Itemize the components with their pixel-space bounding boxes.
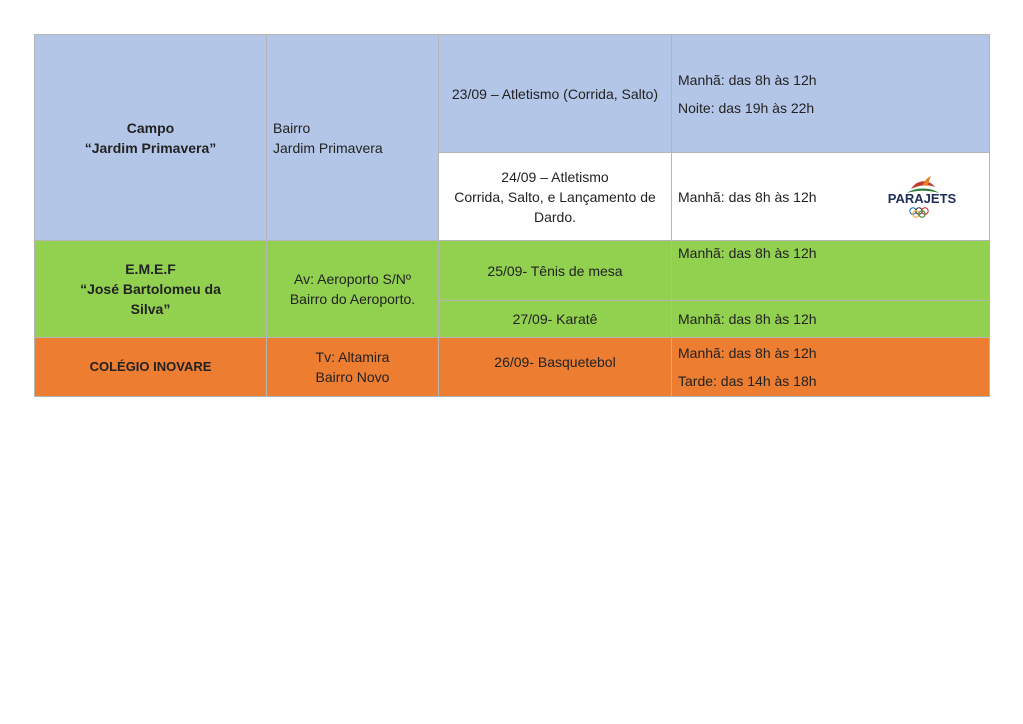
event-text: 26/09- Basquetebol	[494, 354, 616, 370]
event-text: 24/09 – Atletismo	[501, 168, 609, 185]
hours-text: Tarde: das 14h às 18h	[678, 373, 817, 389]
venue-cell	[35, 241, 267, 338]
venue-name: COLÉGIO INOVARE	[89, 359, 212, 374]
table-row	[35, 35, 990, 153]
venue-name: E.M.E.F	[125, 261, 176, 277]
venue-name: “Jardim Primavera”	[84, 139, 217, 156]
hours-cell	[672, 338, 990, 397]
table-row	[35, 338, 990, 397]
event-text: Dardo.	[533, 208, 577, 225]
venue-name: Silva”	[130, 301, 171, 317]
hours-cell	[672, 241, 990, 301]
logo-text: PARAJETS	[887, 191, 957, 206]
event-schedule-table	[34, 34, 990, 397]
address-cell	[267, 241, 439, 338]
address-cell	[267, 35, 439, 241]
hours-text: Manhã: das 8h às 12h	[678, 245, 817, 261]
address-line: Tv: Altamira	[315, 349, 390, 365]
hours-text: Manhã: das 8h às 12h	[678, 311, 817, 327]
event-text: 23/09 – Atletismo (Corrida, Salto)	[451, 85, 659, 102]
hours-cell	[672, 153, 990, 241]
event-text: 27/09- Karatê	[512, 311, 598, 327]
address-line: Bairro do Aeroporto.	[289, 291, 416, 307]
hours-text: Manhã: das 8h às 12h	[678, 188, 817, 205]
event-cell	[439, 338, 672, 397]
hours-text: Noite: das 19h às 22h	[678, 99, 815, 116]
venue-name: “José Bartolomeu da	[80, 281, 221, 297]
address-line: Bairro	[273, 119, 311, 136]
address-line: Jardim Primavera	[273, 139, 383, 156]
address-line: Av: Aeroporto S/Nº	[294, 271, 411, 287]
event-cell	[439, 35, 672, 153]
venue-cell	[35, 338, 267, 397]
event-cell	[439, 241, 672, 301]
event-text: Corrida, Salto, e Lançamento de	[454, 188, 656, 205]
hours-cell	[672, 35, 990, 153]
hours-text: Manhã: das 8h às 12h	[678, 71, 817, 88]
table-row	[35, 241, 990, 301]
venue-name: Campo	[126, 119, 175, 136]
address-cell	[267, 338, 439, 397]
hours-cell	[672, 301, 990, 338]
event-cell	[439, 301, 672, 338]
event-cell	[439, 153, 672, 241]
hours-text: Manhã: das 8h às 12h	[678, 345, 817, 361]
venue-cell	[35, 35, 267, 241]
address-line: Bairro Novo	[315, 369, 390, 385]
parajets-logo-icon	[877, 175, 967, 219]
event-text: 25/09- Tênis de mesa	[487, 262, 623, 279]
